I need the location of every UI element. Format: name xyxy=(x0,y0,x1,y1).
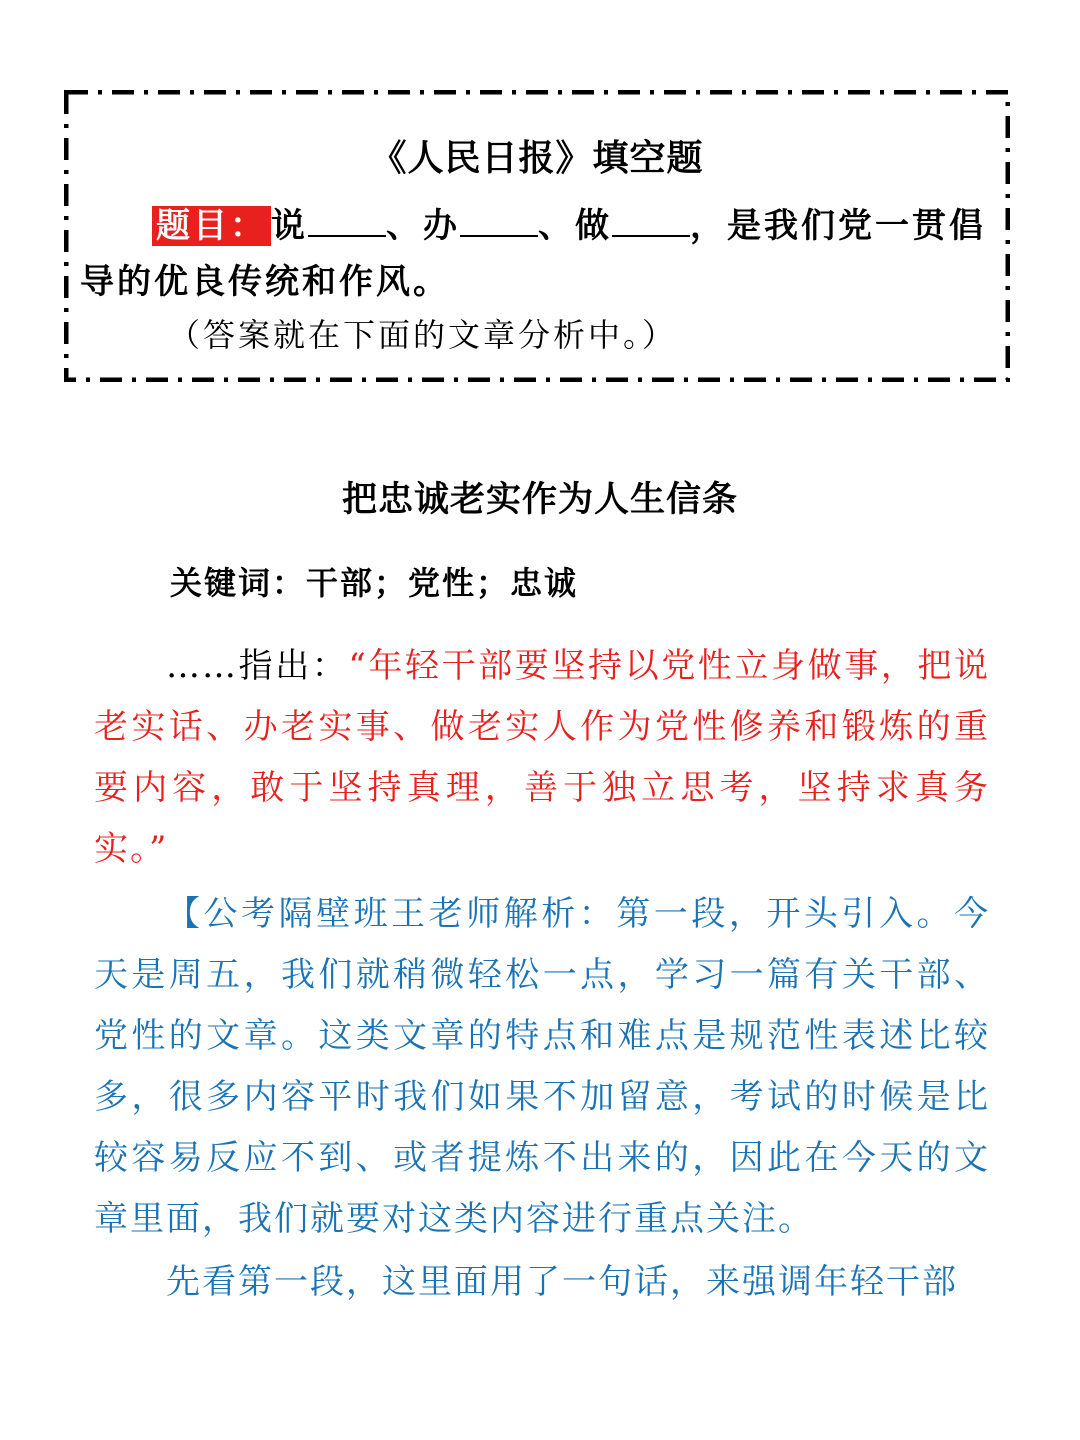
quote-intro: ……指出： xyxy=(166,646,349,686)
blank-1 xyxy=(308,205,386,237)
next-paragraph: 先看第一段，这里面用了一句话，来强调年轻干部 xyxy=(166,1262,958,1302)
question-label: 题目： xyxy=(152,206,271,246)
question-part-2: 、办 xyxy=(386,206,460,246)
quiz-title: 《人民日报》填空题 xyxy=(370,137,704,179)
article-title: 把忠诚老实作为人生信条 xyxy=(341,479,738,520)
keywords: 关键词：干部；党性；忠诚 xyxy=(170,564,579,602)
analysis-paragraph: 【公考隔壁班王老师解析：第一段，开头引入。今天是周五，我们就稍微轻松一点，学习一篇有关干部、党性的文章。这类文章的特点和难点是规范性表述比较多，很多内容平时我们如果不加留意，考试的时候是比较容易反应不到、或者提炼不出来的，因此在今天的文章里面，我们就要对这类内容进行重点关注。 xyxy=(94,894,990,1239)
quiz-box xyxy=(64,90,1010,382)
question-part-3: 、做 xyxy=(538,206,612,246)
quiz-note: （答案就在下面的文章分析中。） xyxy=(168,316,678,354)
blank-2 xyxy=(460,205,538,237)
blank-3 xyxy=(612,205,690,237)
quote-paragraph xyxy=(94,636,990,880)
quote-text: “年轻干部要坚持以党性立身做事，把说老实话、办老实事、做老实人作为党性修养和锻炼的重要内容，敢于坚持真理，善于独立思考，坚持求真务实。” xyxy=(94,646,990,869)
question-part-1: 说 xyxy=(271,206,308,246)
quiz-question xyxy=(80,198,1000,310)
question-part-4: ，是我们党一贯倡导的优良传统和作风。 xyxy=(80,206,986,302)
